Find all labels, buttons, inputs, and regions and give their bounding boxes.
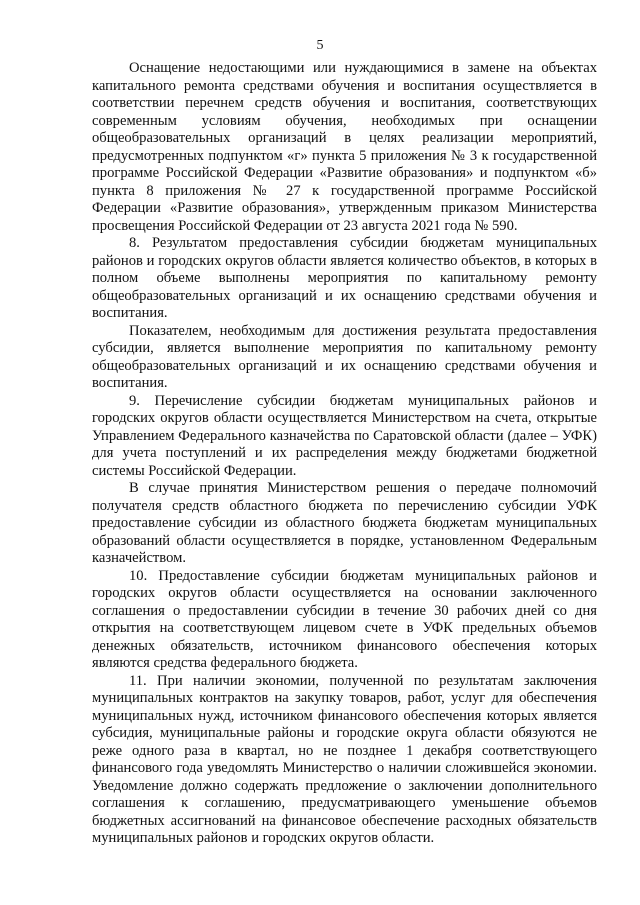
paragraph-9-transfer: 9. Перечисление субсидии бюджетам муниципальных районов и городских округов области осуществляется Министерством на счета, открытые Управлением Федерального казначейства по Саратовской области (далее – УФК) для учета поступлений и их распределения между бюджетами бюджетной системы Российской Федерации. <box>92 392 597 479</box>
paragraph-ufk-delegation: В случае принятия Министерством решения о передаче полномочий получателя средств областного бюджета по перечислению субсидии УФК предоставление субсидии из областного бюджета бюджетам муниципальных образований области осуществляется в порядке, установленном Федеральным казначейством. <box>92 480 597 566</box>
paragraph-10-provision: 10. Предоставление субсидии бюджетам муниципальных районов и городских округов области осуществляется на основании заключенного соглашения о предоставлении субсидии в течение 30 рабочих дней со дня открытия на соответствующем лицевом счете в УФК предельных объемов денежных обязательств, источником финансового обеспечения которых являются средства федерального бюджета. <box>92 567 597 671</box>
page-number: 5 <box>316 38 324 53</box>
document-body <box>92 60 597 848</box>
paragraph-indicator: Показателем, необходимым для достижения результата предоставления субсидии, является выполнение мероприятия по капитальному ремонту общеобразовательных организаций и их оснащению средствами обучения и воспитания. <box>92 322 597 391</box>
paragraph-equipment: Оснащение недостающими или нуждающимися в замене на объектах капитального ремонта средствами обучения и воспитания осуществляется в соответствии перечнем средств обучения и воспитания, соответствующих современным условиям обучения, необходимых при оснащении общеобразовательных организаций в целях реализации мероприятий, предусмотренных подпунктом «г» пункта 5 приложения № 3 к государственной программе Российской Федерации «Развитие образования» и подпунктом «б» пункта 8 приложения № 27 к государственной программе Российской Федерации «Развитие образования», утвержденным приказом Министерства просвещения Российской Федерации от 23 августа 2021 года № 590. <box>92 60 597 234</box>
paragraph-8-result: 8. Результатом предоставления субсидии бюджетам муниципальных районов и городских округов области является количество объектов, в которых в полном объеме выполнены мероприятия по капитальному ремонту общеобразовательных организаций и их оснащению средствами обучения и воспитания. <box>92 235 597 321</box>
paragraph-11-savings: 11. При наличии экономии, полученной по результатам заключения муниципальных контрактов на закупку товаров, работ, услуг для обеспечения муниципальных нужд, источником финансового обеспечения которых является субсидия, муниципальные районы и городские округа области обязуются не реже одного раза в квартал, но не позднее 1 декабря соответствующего финансового года уведомлять Министерство о наличии сложившейся экономии. Уведомление должно содержать предложение о заключении дополнительного соглашения к соглашению, предусматривающего уменьшение объемов бюджетных ассигнований на финансовое обеспечение расходных обязательств муниципальных районов и городских округов области. <box>92 672 597 846</box>
